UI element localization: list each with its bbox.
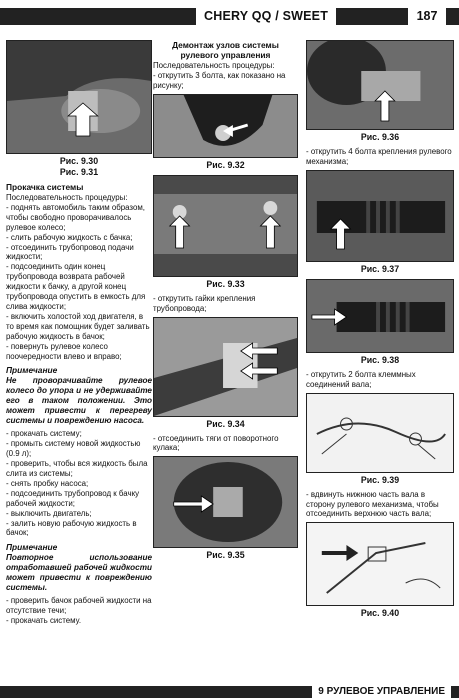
caption-9-31: Рис. 9.31 [59, 167, 99, 177]
list-item: - отсоединить трубопровод подачи жидкости; [6, 242, 134, 262]
list-item: - промыть систему новой жидкостью (0.9 л); [6, 439, 141, 459]
section-heading-bleeding: Прокачка системы [6, 182, 84, 192]
caption-9-40: Рис. 9.40 [360, 608, 400, 619]
diagram-9-40 [306, 522, 454, 606]
list-item: - подсоединить один конец трубопровода возврата рабочей жидкости к бачку, а другой конец трубопровода опустить в емкость для слива жидкости; [6, 262, 146, 311]
page-number: 187 [408, 6, 446, 26]
list-item: - снять пробку насоса; [6, 478, 89, 488]
photo-9-35 [153, 456, 298, 548]
list-item: - прокачать систему; [6, 429, 82, 439]
list-item: - поднять автомобиль таким образом, чтобы свободно проворачивалось рулевое колесо; [6, 202, 145, 232]
column-2 [153, 40, 298, 565]
list-item: - вдвинуть нижнюю часть вала в сторону рулевого механизма, чтобы отсоединить верхнюю часть вала; [306, 489, 439, 519]
note-text: Повторное использование отработавшей рабочей жидкости может привести к повреждению системы. [6, 553, 152, 593]
photo-9-37 [306, 170, 454, 262]
list-item: - слить рабочую жидкость с бачка; [6, 232, 133, 242]
page-header [0, 0, 459, 28]
photo-9-33 [153, 175, 298, 277]
caption-9-34: Рис. 9.34 [206, 418, 245, 429]
list-item: - повернуть рулевое колесо поочередности влево и вправо; [6, 341, 122, 361]
photo-9-38 [306, 279, 454, 353]
photo-9-34 [153, 317, 298, 417]
caption-9-38: Рис. 9.38 [360, 354, 400, 365]
photo-9-36 [306, 40, 454, 130]
running-title: CHERY QQ / SWEET [196, 6, 336, 26]
list-item: - отсоединить тяги от поворотного кулака; [153, 433, 279, 453]
photo-9-30 [6, 40, 152, 154]
section-heading-removal: Демонтаж узлов системы рулевого управления [172, 40, 279, 60]
list-item: - открутить 4 болта крепления рулевого механизма; [306, 147, 452, 166]
caption-9-36: Рис. 9.36 [360, 132, 400, 142]
diagram-9-39 [306, 393, 454, 473]
list-item: - открутить 3 болта, как показано на рисунку; [153, 70, 286, 90]
caption-9-35: Рис. 9.35 [206, 550, 245, 561]
list-item: - открутить 2 болта клеммных соединений вала; [306, 369, 416, 389]
note-heading: Примечание [6, 542, 58, 553]
note-text: Не проворачивайте рулевое колесо до упора и не удерживайте его в таком положении. Это может привести к перегреву системы и повреждению насоса. [6, 376, 152, 426]
caption-9-32: Рис. 9.32 [206, 159, 245, 170]
list-item: - подсоединить трубопровод к бачку рабочей жидкости; [6, 488, 140, 508]
list-item: - проверить, чтобы вся жидкость была слита из системы; [6, 459, 148, 479]
list-item: - проверить бачок рабочей жидкости на отсутствие течи; [6, 596, 152, 616]
paragraph: Последовательность процедуры: [153, 61, 275, 70]
caption-9-30: Рис. 9.30 [59, 156, 99, 166]
page-footer [0, 680, 459, 700]
note-heading: Примечание [6, 365, 58, 376]
caption-9-37: Рис. 9.37 [360, 263, 400, 274]
paragraph: Последовательность процедуры: [6, 193, 128, 202]
photo-9-32 [153, 94, 298, 158]
chapter-label: 9 РУЛЕВОЕ УПРАВЛЕНИЕ [312, 684, 451, 699]
column-3 [306, 40, 454, 623]
column-1 [6, 40, 152, 626]
list-item: - прокачать систему. [6, 616, 82, 626]
list-item: - залить новую рабочую жидкость в бачок; [6, 518, 137, 538]
list-item: - выключить двигатель; [6, 508, 92, 518]
caption-9-39: Рис. 9.39 [360, 474, 400, 485]
list-item: - включить холостой ход двигателя, в то время как помощник будет заливать рабочую жидкость в бачок; [6, 311, 150, 341]
list-item: - открутить гайки крепления трубопровода; [153, 293, 256, 313]
caption-9-33: Рис. 9.33 [206, 278, 245, 289]
